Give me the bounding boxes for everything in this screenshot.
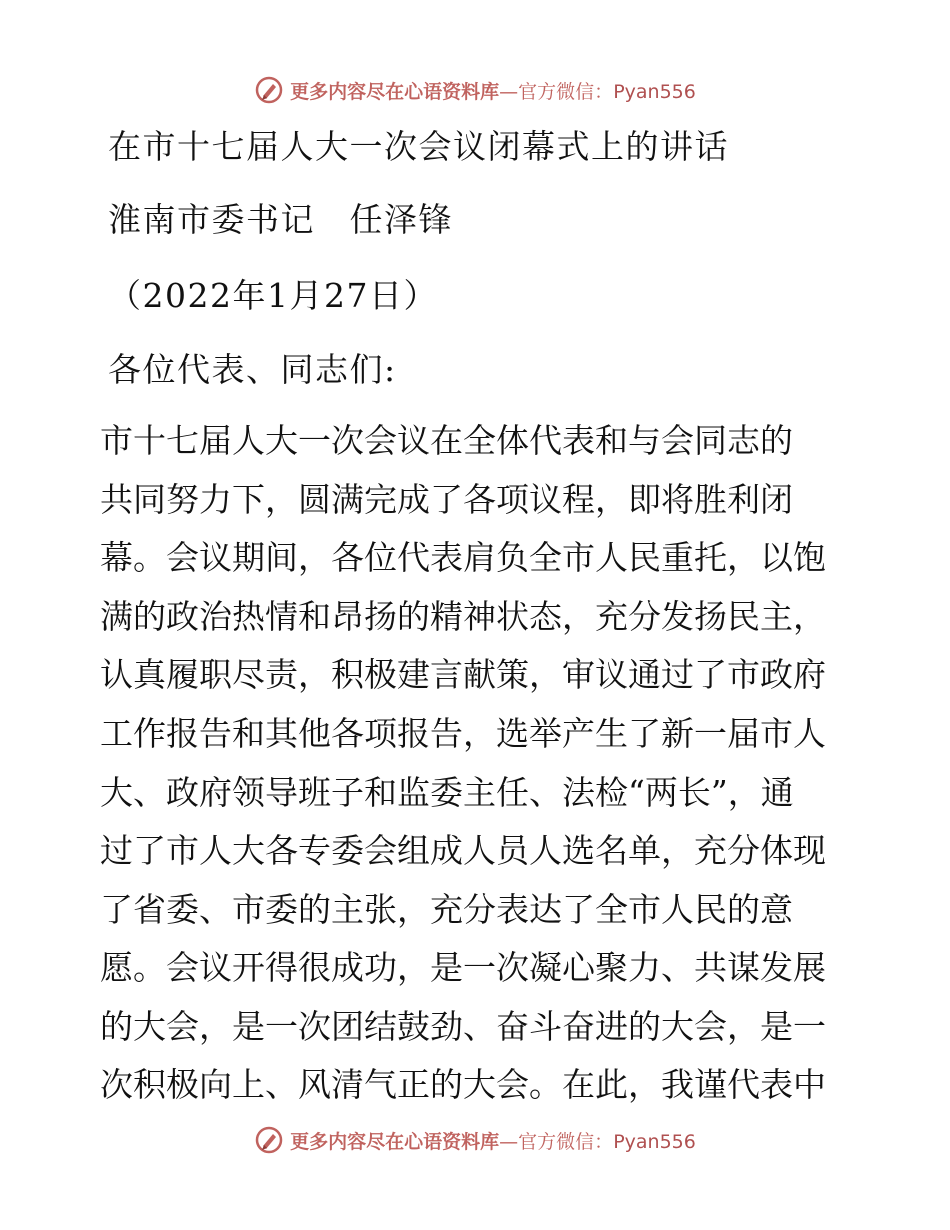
- banner-rest: —官方微信：: [499, 1130, 614, 1153]
- body-line: 了省委、市委的主张，充分表达了全市人民的意: [100, 890, 793, 929]
- body-line: 大、政府领导班子和监委主任、法检“两长”，通: [100, 773, 794, 812]
- body-line: 愿。会议开得很成功，是一次凝心聚力、共谋发展: [100, 948, 826, 987]
- banner-account: Pyan556: [613, 80, 696, 103]
- banner-lead: 更多内容尽在心语资料库: [290, 1130, 500, 1153]
- body-line: 工作报告和其他各项报告，选举产生了新一届市人: [100, 714, 826, 753]
- body-line: 幕。会议期间，各位代表肩负全市人民重托，以饱: [100, 538, 826, 577]
- body-line: 共同努力下，圆满完成了各项议程，即将胜利闭: [100, 480, 793, 519]
- header-banner: [0, 70, 950, 110]
- pen-logo-icon: [254, 1125, 284, 1155]
- body-line: 次积极向上、风清气正的大会。在此，我谨代表中: [100, 1065, 826, 1104]
- body-line: 市十七届人大一次会议在全体代表和与会同志的: [100, 421, 793, 460]
- author-line: 淮南市委书记 任泽锋: [108, 200, 453, 239]
- banner-rest: —官方微信：: [499, 80, 614, 103]
- footer-banner: [0, 1120, 950, 1160]
- body-line: 认真履职尽责，积极建言献策，审议通过了市政府: [100, 655, 826, 694]
- date-line: （2022年1月27日）: [108, 276, 438, 315]
- body-line: 满的政治热情和昂扬的精神状态，充分发扬民主，: [100, 597, 826, 636]
- body-line: 过了市人大各专委会组成人员人选名单，充分体现: [100, 831, 826, 870]
- salutation: 各位代表、同志们:: [108, 350, 397, 389]
- banner-account: Pyan556: [613, 1130, 696, 1153]
- banner-text: [290, 1127, 696, 1154]
- document-title: 在市十七届人大一次会议闭幕式上的讲话: [108, 127, 729, 166]
- pen-logo-icon: [254, 75, 284, 105]
- banner-text: [290, 77, 696, 104]
- body-line: 的大会，是一次团结鼓劲、奋斗奋进的大会，是一: [100, 1007, 826, 1046]
- banner-lead: 更多内容尽在心语资料库: [290, 80, 500, 103]
